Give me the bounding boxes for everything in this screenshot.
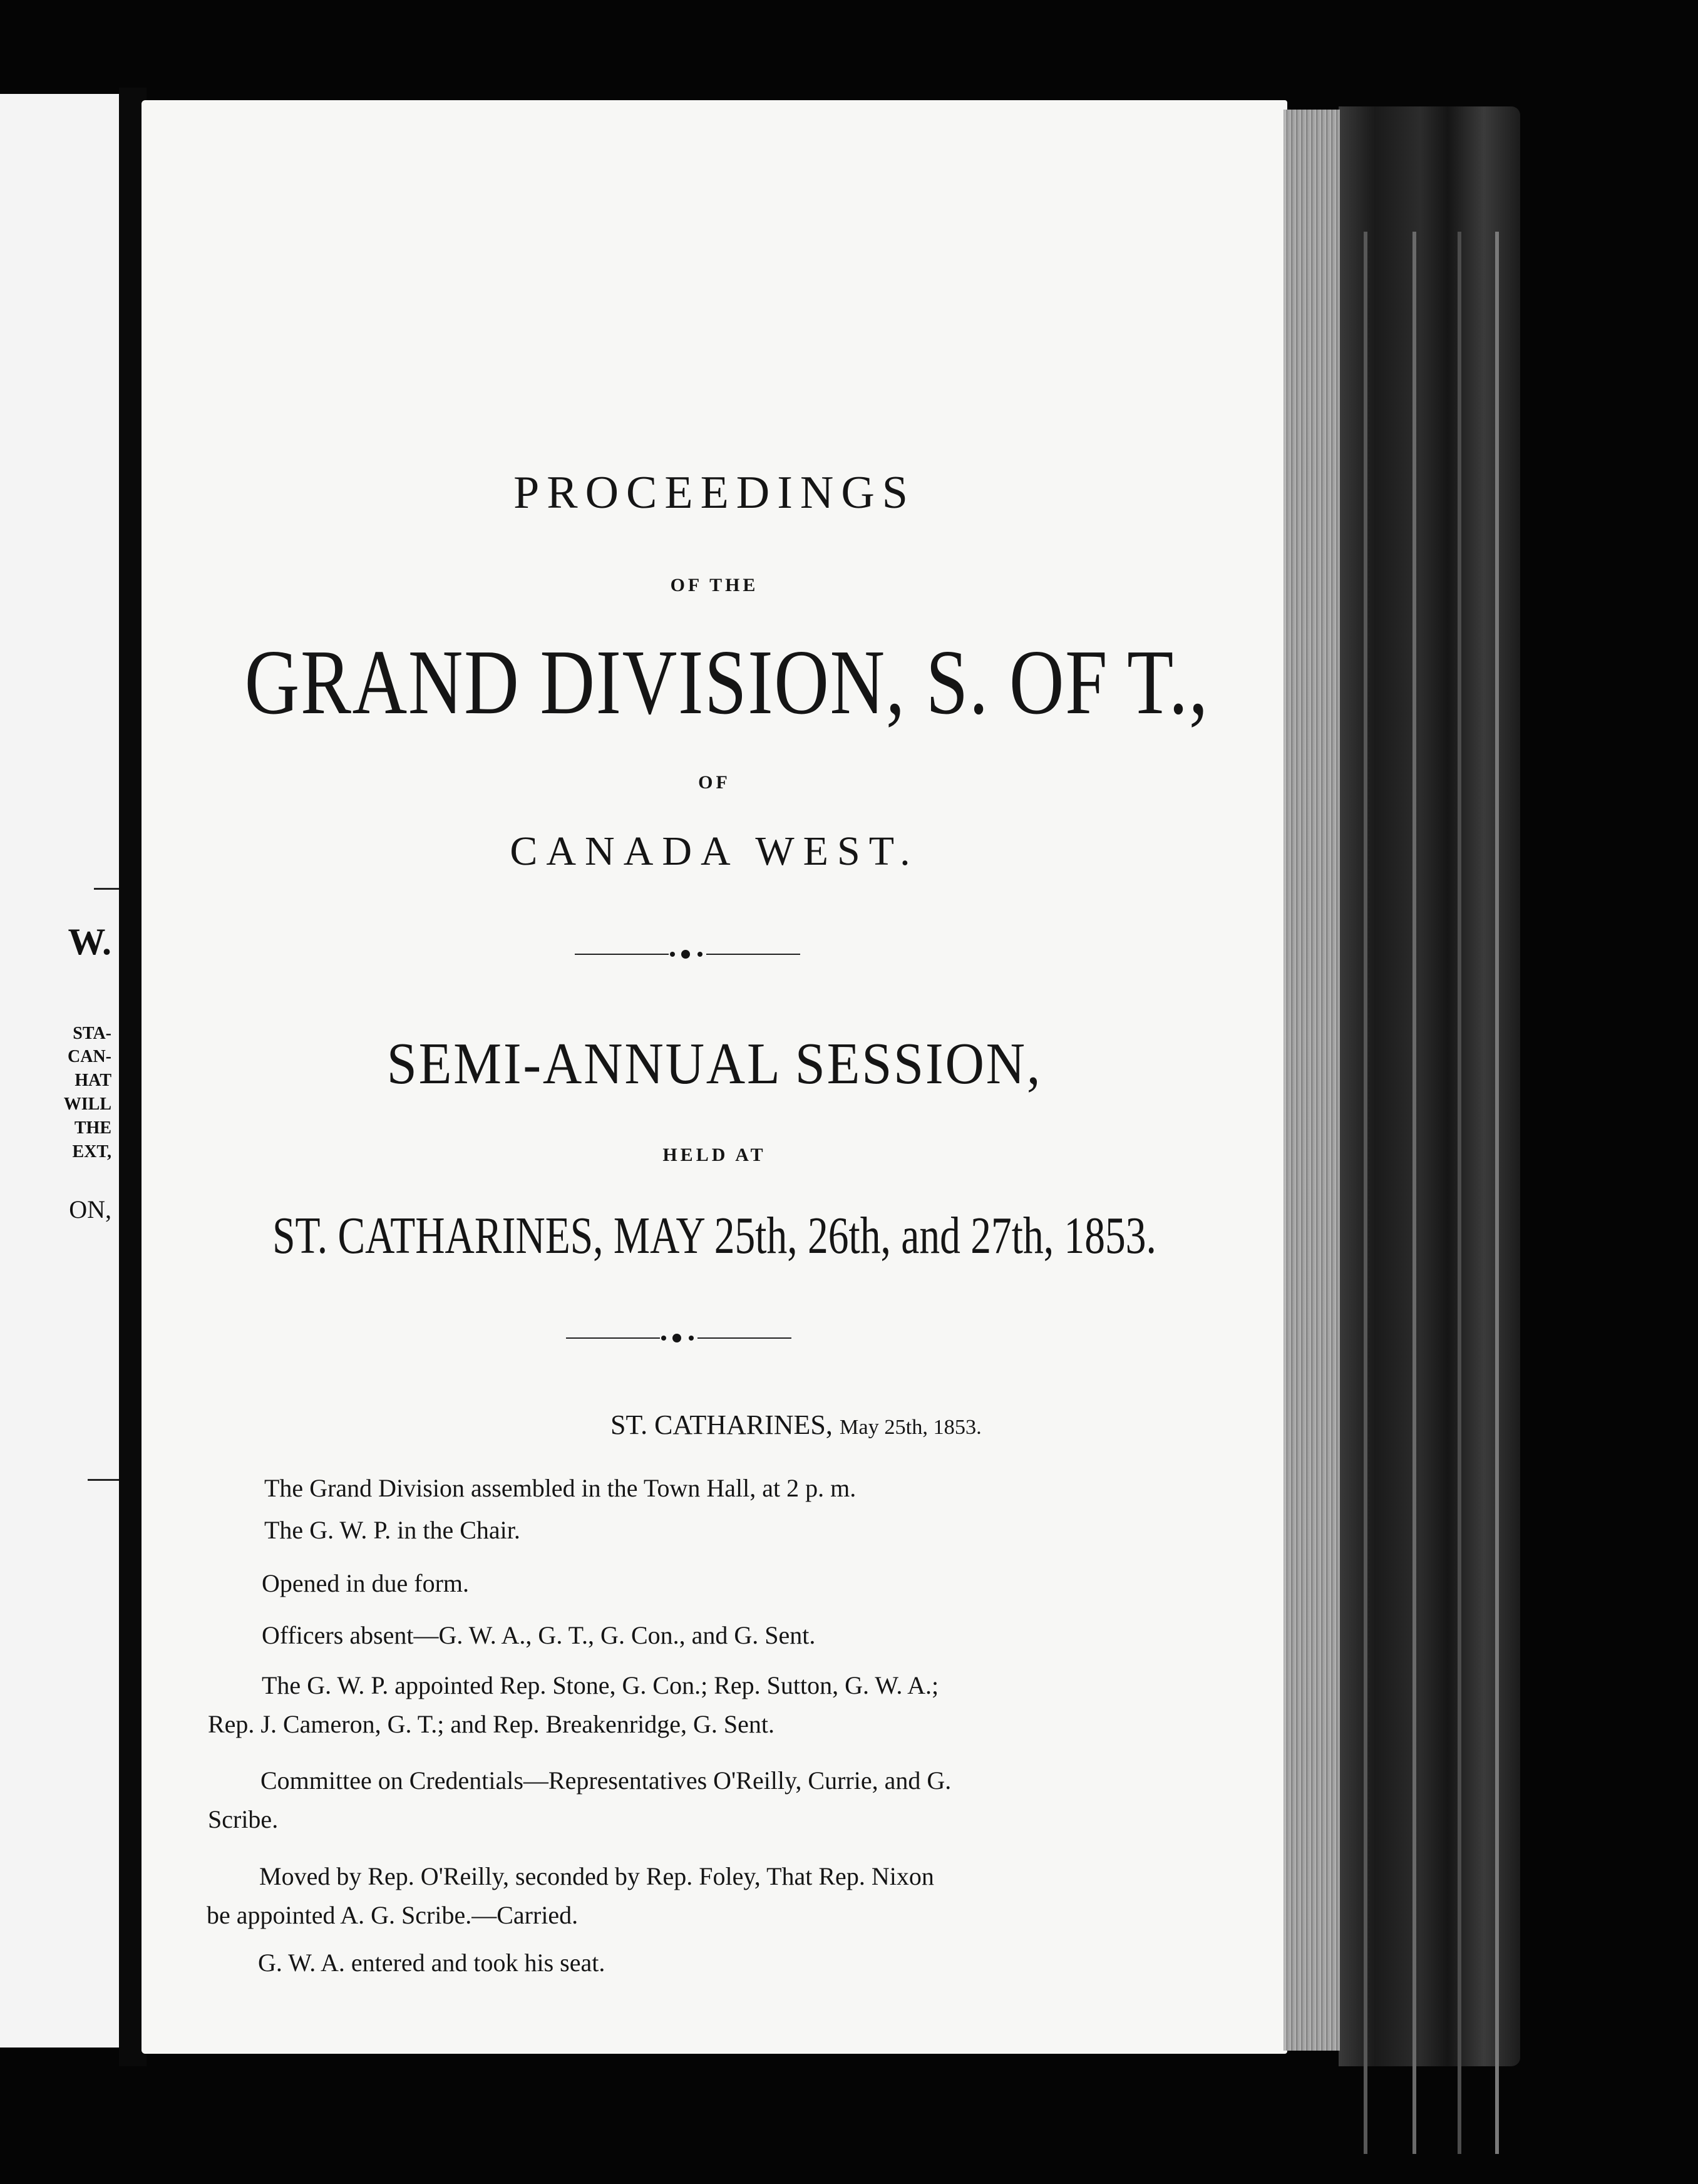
page-edge	[1284, 110, 1340, 2051]
minutes-line: G. W. A. entered and took his seat.	[258, 1949, 605, 1977]
previous-page	[0, 94, 119, 2048]
previous-page-fragment: CAN-	[68, 1047, 111, 1066]
previous-page-rule	[88, 1479, 119, 1481]
ornament-divider	[566, 1332, 791, 1344]
held-at-line: HELD AT	[662, 1145, 766, 1165]
previous-page-fragment: HAT	[75, 1071, 111, 1090]
minutes-line: The Grand Division assembled in the Town Hall, at 2 p. m.	[264, 1474, 857, 1502]
minutes-line: The G. W. P. in the Chair.	[264, 1516, 520, 1544]
dateline-date: May 25th, 1853.	[839, 1415, 982, 1439]
previous-page-fragment: W.	[68, 921, 111, 962]
minutes-line: Rep. J. Cameron, G. T.; and Rep. Breakenridge, G. Sent.	[208, 1710, 774, 1738]
previous-page-fragment: STA-	[73, 1024, 111, 1043]
place-dates-heading: ST. CATHARINES, MAY 25th, 26th, and 27th, 1853.	[272, 1207, 1156, 1265]
minutes-line: Scribe.	[208, 1805, 279, 1833]
book-strip	[1364, 232, 1367, 2154]
minutes-line: Officers absent—G. W. A., G. T., G. Con., and G. Sent.	[262, 1621, 816, 1649]
of-line: OF	[698, 772, 731, 793]
previous-page-fragment: WILL	[63, 1095, 111, 1114]
book-strip	[1495, 232, 1499, 2154]
proceedings-heading: PROCEEDINGS	[513, 467, 915, 518]
previous-page-fragment: ON,	[69, 1195, 111, 1223]
ornament-divider	[575, 949, 800, 960]
book-strip	[1458, 232, 1461, 2154]
session-heading: SEMI-ANNUAL SESSION,	[386, 1031, 1042, 1096]
canada-west-heading: CANADA WEST.	[510, 828, 919, 874]
minutes-line: Committee on Credentials—Representatives O'Reilly, Currie, and G.	[260, 1766, 952, 1795]
minutes-line: Moved by Rep. O'Reilly, seconded by Rep. Foley, That Rep. Nixon	[259, 1862, 934, 1890]
previous-page-fragment: THE	[74, 1118, 111, 1138]
minutes-line: be appointed A. G. Scribe.—Carried.	[207, 1901, 579, 1929]
dateline-place: ST. CATHARINES,	[610, 1409, 833, 1440]
of-the-line: OF THE	[670, 575, 759, 595]
minutes-line: The G. W. P. appointed Rep. Stone, G. Con.; Rep. Sutton, G. W. A.;	[262, 1671, 939, 1699]
previous-page-fragment: EXT,	[72, 1142, 111, 1162]
book-strip	[1412, 232, 1416, 2154]
book-block	[1339, 106, 1520, 2066]
previous-page-rule	[94, 888, 119, 890]
grand-division-heading: GRAND DIVISION, S. OF T.,	[244, 631, 1209, 734]
minutes-line: Opened in due form.	[262, 1569, 470, 1597]
minutes-dateline	[610, 1409, 982, 1441]
